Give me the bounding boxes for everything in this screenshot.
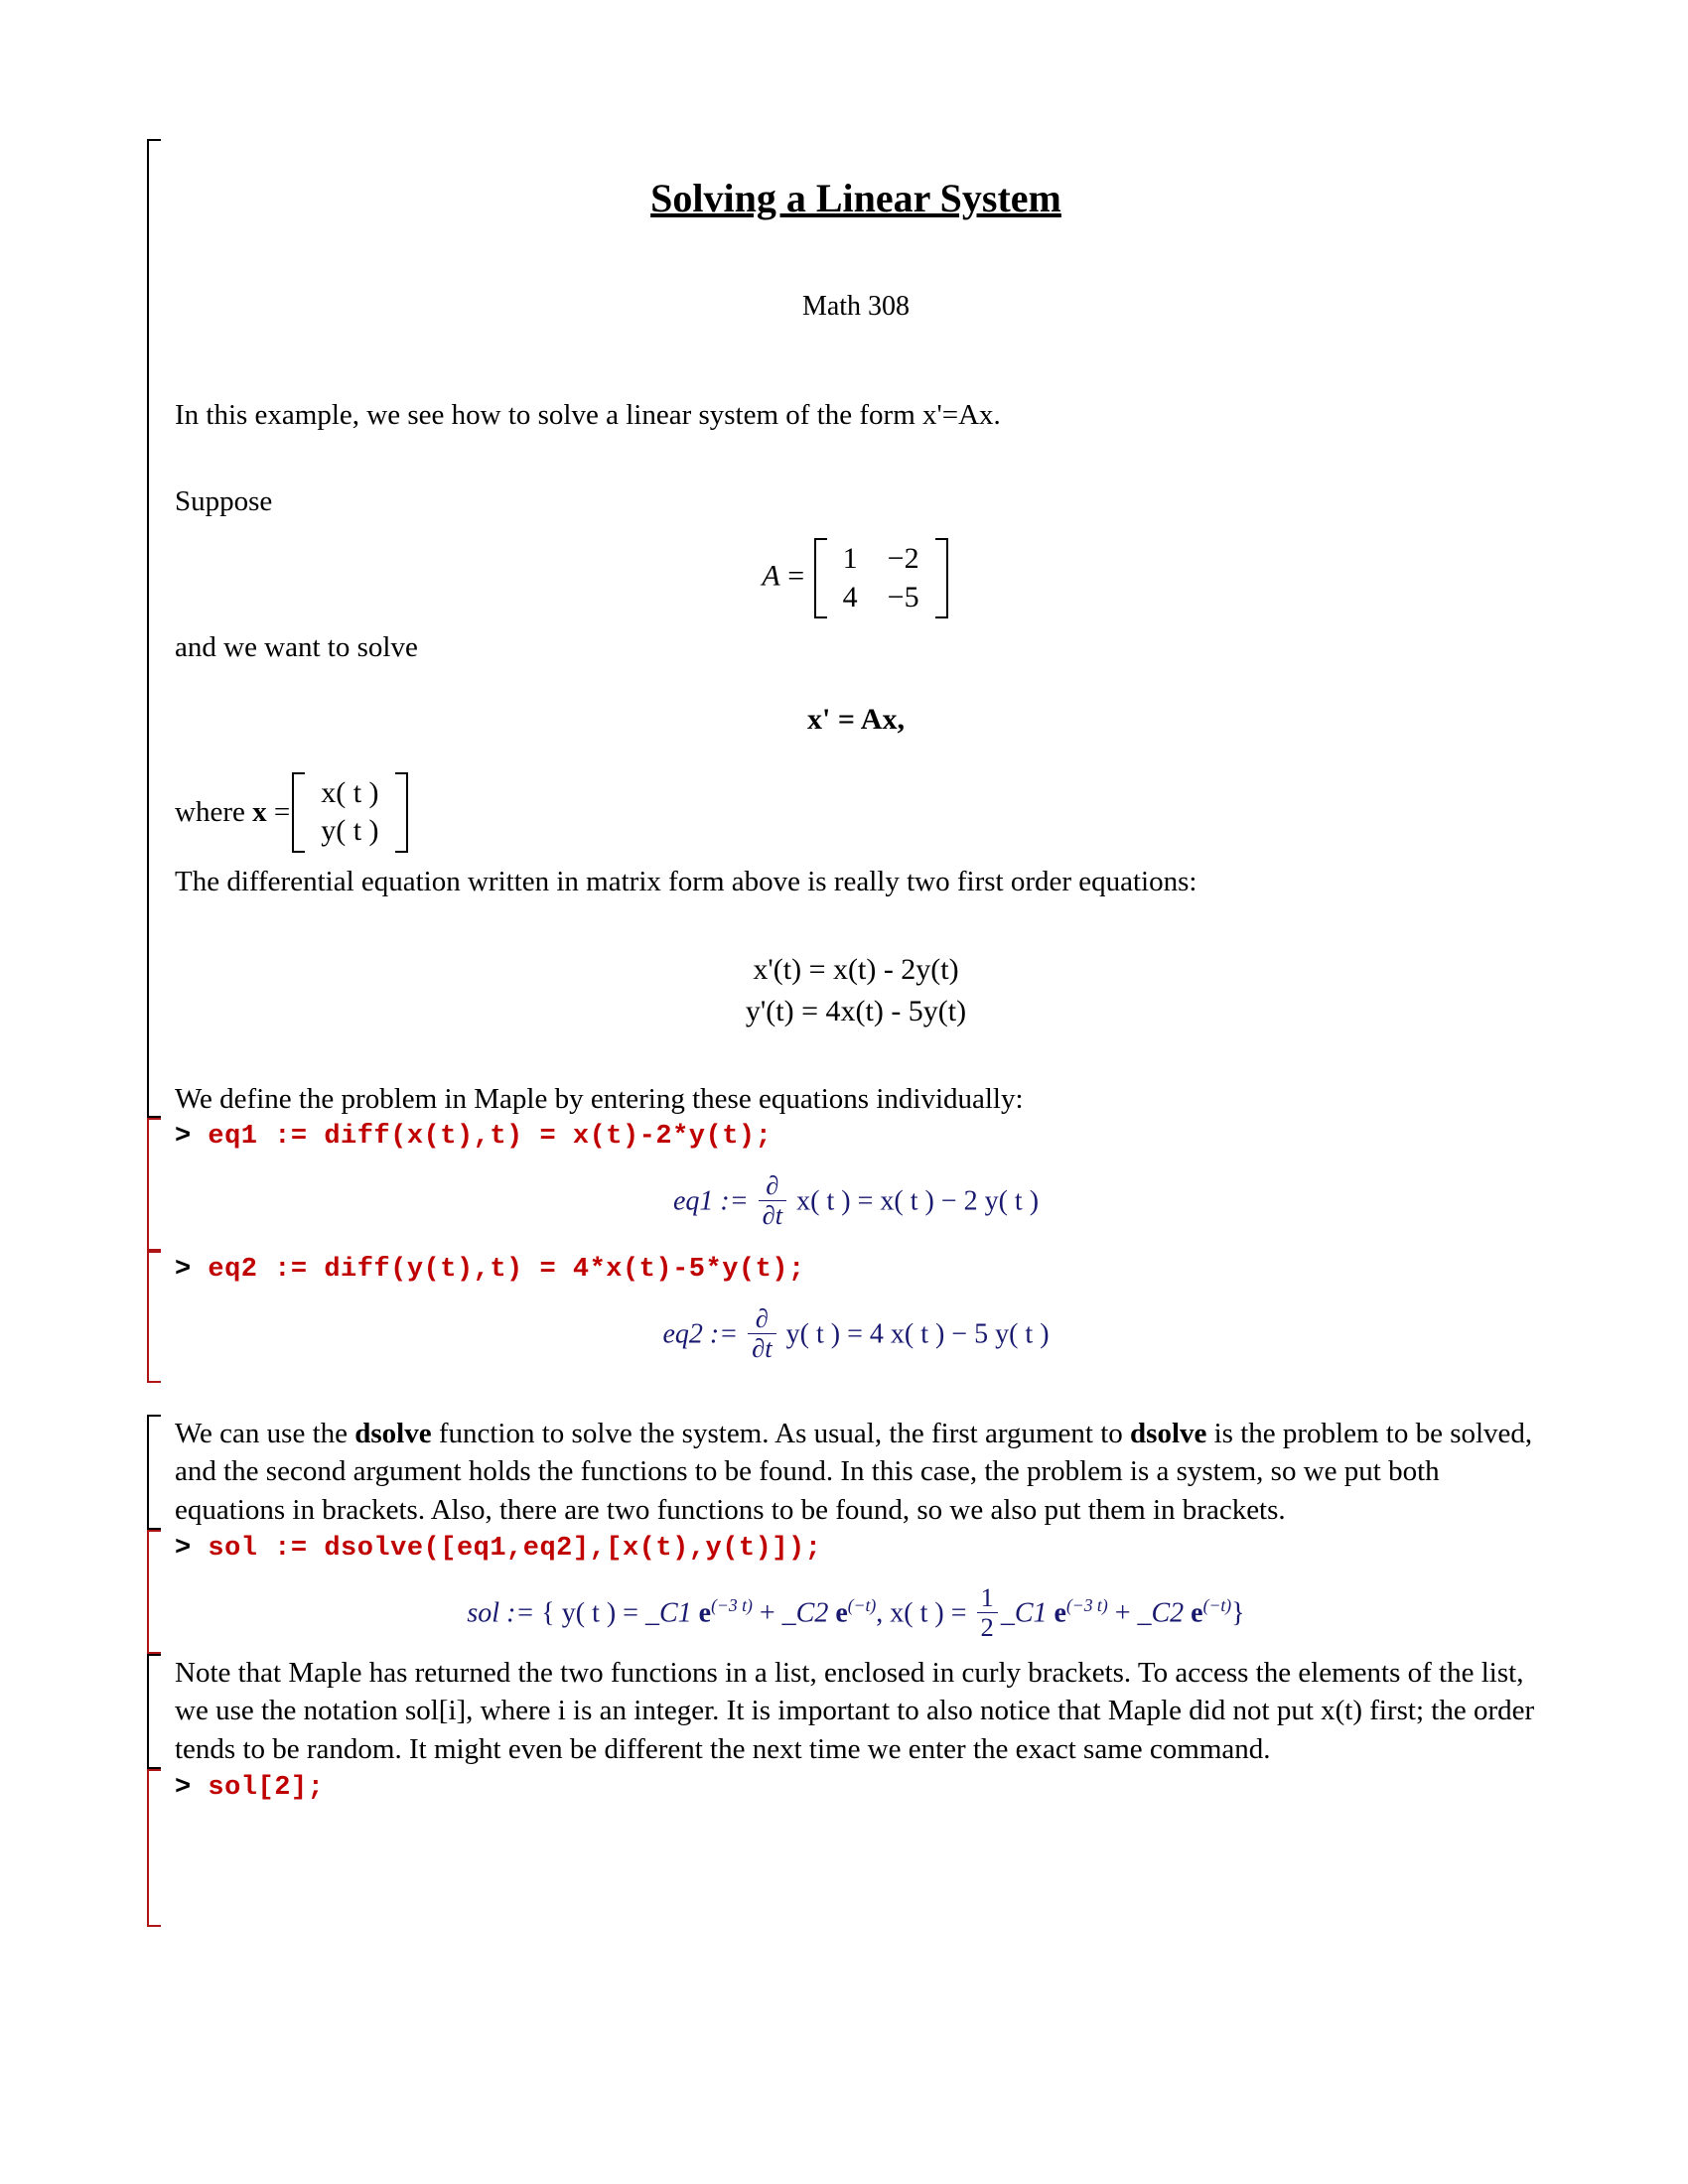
maple-command-text: eq1 := diff(x(t),t) = x(t)-2*y(t); bbox=[208, 1122, 773, 1153]
maple-input-sol[interactable] bbox=[175, 1530, 1537, 1569]
dsolve-text-part-3: is the problem to be solved, and the second argument holds the functions to be found. In this case, the problem is a system, so we put both equations in brackets. Also, there are two functions to be found, so we also put them in brackets. bbox=[175, 1417, 1533, 1526]
matrix-form-paragraph: The differential equation written in matrix form above is really two first order equations: bbox=[175, 866, 1197, 898]
group-bracket-icon bbox=[147, 1530, 163, 1654]
partial-numerator: ∂ bbox=[766, 1170, 779, 1201]
maple-group-eq2[interactable] bbox=[147, 1251, 1537, 1383]
output-sol-e-c: e bbox=[1054, 1597, 1066, 1629]
fraction-denominator: 2 bbox=[977, 1612, 998, 1642]
group-bracket-icon bbox=[147, 1654, 163, 1769]
partial-derivative-operator bbox=[759, 1172, 787, 1230]
maple-output-eq2 bbox=[175, 1302, 1537, 1365]
maple-group-header[interactable] bbox=[147, 139, 1537, 1118]
maple-group-note-text[interactable] bbox=[147, 1654, 1537, 1769]
matrix-A-label: A bbox=[762, 559, 780, 593]
suppose-label: Suppose bbox=[175, 484, 273, 517]
output-sol-e-d: e bbox=[1191, 1597, 1203, 1629]
partial-derivative-operator bbox=[748, 1302, 776, 1363]
vector-x-symbol: x bbox=[252, 795, 267, 828]
output-sol-c2-a: _C2 bbox=[781, 1597, 829, 1629]
maple-output-sol bbox=[175, 1581, 1537, 1644]
group-bracket-icon bbox=[147, 1251, 163, 1383]
maple-group-sol[interactable] bbox=[147, 1530, 1537, 1654]
group-bracket-icon bbox=[147, 139, 163, 1118]
partial-denominator: ∂t bbox=[748, 1333, 776, 1363]
output-sol-exponent-d: (−t) bbox=[1202, 1594, 1232, 1615]
maple-prompt-icon: > bbox=[175, 1533, 192, 1564]
maple-input-eq2[interactable] bbox=[175, 1251, 1537, 1290]
page-title: Solving a Linear System bbox=[650, 176, 1061, 220]
vector-x-definition bbox=[175, 772, 1537, 853]
output-eq2-assign: := bbox=[709, 1318, 739, 1350]
where-label: where bbox=[175, 795, 245, 828]
dsolve-keyword-2: dsolve bbox=[1130, 1417, 1207, 1449]
dsolve-explanation-paragraph bbox=[175, 1415, 1537, 1530]
maple-command-text: sol := dsolve([eq1,eq2],[x(t),y(t)]); bbox=[208, 1533, 822, 1564]
output-sol-exponent-a: (−3 t) bbox=[711, 1594, 753, 1615]
matrix-A bbox=[814, 538, 948, 618]
maple-prompt-icon: > bbox=[175, 1122, 192, 1153]
output-eq2-name: eq2 bbox=[662, 1318, 703, 1350]
output-sol-c1-b: _C1 bbox=[1000, 1597, 1048, 1629]
output-sol-exponent-b: (−t) bbox=[847, 1594, 877, 1615]
system-equation-text: x' = Ax, bbox=[807, 702, 905, 736]
output-eq1-equals: = bbox=[857, 1185, 874, 1217]
matrix-A-cell-0-1: −2 bbox=[887, 542, 919, 576]
output-sol-comma: , bbox=[876, 1597, 884, 1629]
output-eq1-assign: := bbox=[720, 1185, 749, 1217]
maple-group-sol2[interactable] bbox=[147, 1769, 1537, 1927]
maple-command-text: sol[2]; bbox=[208, 1772, 325, 1803]
matrix-A-cell-1-0: 4 bbox=[842, 580, 858, 614]
scalar-equation-2: y'(t) = 4x(t) - 5y(t) bbox=[745, 994, 967, 1027]
one-half-fraction bbox=[977, 1581, 998, 1642]
system-equation bbox=[175, 699, 1537, 741]
dsolve-text-part-1: We can use the bbox=[175, 1417, 355, 1449]
maple-group-eq1[interactable] bbox=[147, 1118, 1537, 1250]
maple-input-sol2[interactable] bbox=[175, 1769, 1537, 1808]
matrix-x-cell-1: y( t ) bbox=[321, 814, 379, 848]
partial-denominator: ∂t bbox=[759, 1200, 787, 1230]
equals-sign: = bbox=[787, 559, 805, 593]
output-sol-name: sol bbox=[467, 1597, 500, 1629]
output-sol-exponent-c: (−3 t) bbox=[1065, 1594, 1108, 1615]
output-sol-e-a: e bbox=[698, 1597, 712, 1629]
group-bracket-icon bbox=[147, 1415, 163, 1530]
matrix-A-cell-0-0: 1 bbox=[842, 542, 858, 576]
group-bracket-icon bbox=[147, 1118, 163, 1250]
output-eq1-name: eq1 bbox=[672, 1185, 714, 1217]
fraction-numerator: 1 bbox=[980, 1581, 994, 1612]
dsolve-text-part-2: function to solve the system. As usual, the first argument to bbox=[431, 1417, 1131, 1449]
output-sol-e-b: e bbox=[835, 1597, 848, 1629]
output-sol-c1-a: _C1 bbox=[644, 1597, 692, 1629]
define-problem-paragraph: We define the problem in Maple by entering these equations individually: bbox=[175, 1082, 1024, 1115]
output-sol-assign: := bbox=[506, 1597, 535, 1629]
matrix-x bbox=[292, 772, 407, 853]
note-paragraph: Note that Maple has returned the two functions in a list, enclosed in curly brackets. To access the elements of the list, we use the notation sol[i], where i is an integer. It is important to also notice that Maple did not put x(t) first; the order tends to be random. It might even be different the next time we enter the exact same command. bbox=[175, 1656, 1535, 1765]
output-sol-plus-a: + bbox=[759, 1597, 775, 1629]
worksheet-body bbox=[147, 139, 1537, 1927]
output-eq1-rhs: x( t ) − 2 y( t ) bbox=[880, 1185, 1040, 1217]
output-sol-open-brace: { bbox=[541, 1597, 555, 1629]
page-subtitle: Math 308 bbox=[801, 291, 911, 322]
matrix-x-cell-0: x( t ) bbox=[321, 775, 379, 809]
scalar-equation-1: x'(t) = x(t) - 2y(t) bbox=[753, 952, 959, 986]
dsolve-keyword: dsolve bbox=[354, 1417, 432, 1449]
maple-output-eq1 bbox=[175, 1170, 1537, 1232]
matrix-A-cell-1-1: −5 bbox=[887, 580, 919, 614]
output-sol-c2-b: _C2 bbox=[1137, 1597, 1185, 1629]
and-we-want-to-solve: and we want to solve bbox=[175, 631, 418, 664]
matrix-A-display bbox=[175, 538, 1537, 618]
intro-paragraph: In this example, we see how to solve a linear system of the form x'=Ax. bbox=[175, 399, 1001, 431]
output-sol-close-brace: } bbox=[1231, 1597, 1245, 1629]
maple-group-dsolve-text[interactable] bbox=[147, 1415, 1537, 1530]
output-sol-x-lhs: x( t ) = bbox=[890, 1597, 967, 1629]
output-eq1-lhs: x( t ) bbox=[796, 1185, 851, 1217]
maple-input-eq1[interactable] bbox=[175, 1118, 1537, 1157]
vector-equals-sign: = bbox=[273, 795, 291, 828]
maple-command-text: eq2 := diff(y(t),t) = 4*x(t)-5*y(t); bbox=[208, 1254, 805, 1285]
maple-prompt-icon: > bbox=[175, 1254, 192, 1285]
output-sol-y-lhs: y( t ) = bbox=[561, 1597, 638, 1629]
output-eq2-rhs: 4 x( t ) − 5 y( t ) bbox=[869, 1318, 1050, 1350]
maple-prompt-icon: > bbox=[175, 1772, 192, 1803]
group-bracket-icon bbox=[147, 1769, 163, 1927]
partial-numerator: ∂ bbox=[755, 1302, 769, 1333]
output-eq2-equals: = bbox=[847, 1318, 863, 1350]
output-sol-plus-b: + bbox=[1114, 1597, 1131, 1629]
output-eq2-lhs: y( t ) bbox=[785, 1318, 841, 1350]
